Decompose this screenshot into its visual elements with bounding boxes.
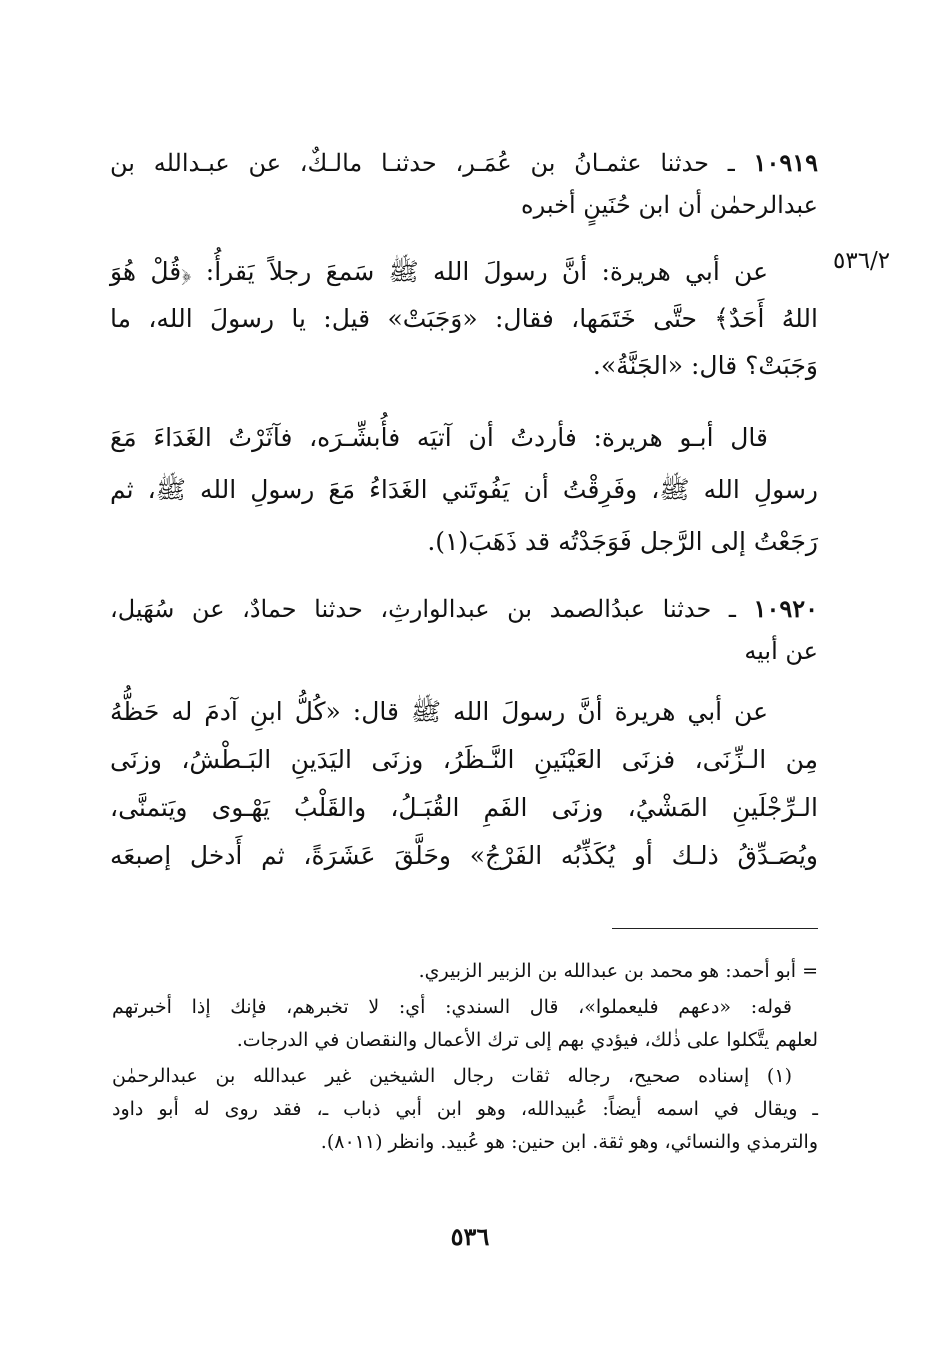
isnad-text: ـ حدثنا عثمـانُ بن عُمَـر، حدثنـا مالـكٌ، عن عبـدالله بن [110,149,735,177]
footnote-continuation: = أبو أحمد: هو محمد بن عبدالله بن الزبير الزبيري. [418,960,818,982]
footnote-1-line: ـ ويقال في اسمه أيضاً: عُبيدالله، وهو ابن أبي ذباب ـ، فقد روى له أبو داود [112,1098,818,1120]
comment-line: رسولِ الله ﷺ، وفَرِقْتُ أن يَفُوتَني الغَدَاءُ مَعَ رسولِ الله ﷺ، ثم [110,475,818,504]
isnad-line: عن أبيه [744,637,818,665]
footnote-line: لعلهم يتَّكلوا على ذٰلك، فيؤدي بهم إلى ترك الأعمال والنقصان في الدرجات. [236,1029,818,1051]
comment-line: رَجَعْتُ إلى الرَّجل فَوَجَدْتُه قد ذَهَبَ(١). [427,527,818,556]
footnotes [112,955,818,1159]
matn-line: اللهُ أَحَدٌ﴾ حتَّى خَتَمَها، فقال: «وَجَبَتْ» قيل: يا رسولَ الله، ما [110,304,818,333]
footnote-1-line: والترمذي والنسائي، وهو ثقة. ابن حنين: هو عُبيد. وانظر (٨٠١١). [320,1131,818,1153]
isnad-line: عبدالرحمٰن أن ابن حُنَينٍ أخبره [521,191,818,219]
page-number: ٥٣٦ [450,1222,490,1251]
hadith-10919-matn [110,248,818,389]
hadith-number: ١٠٩١٩ [753,148,818,177]
hadith-10920-matn [110,688,818,880]
abu-hurayra-comment [110,412,818,568]
hadith-10919-isnad [110,142,818,226]
comment-line: قال أبـو هريرة: فأردتُ أن آتيَه فأُبشِّـرَه، فآثَرْتُ الغَدَاءَ مَعَ [110,423,768,452]
matn-line: ويُصَـدِّقُ ذلـك أو يُكَذِّبُه الفَرْجُ» وحَلَّقَ عَشَرَةً، ثم أَدخل إصبعَه [110,841,818,870]
margin-reference: ٥٣٦/٢ [833,248,891,274]
matn-line: مِن الـزِّنَى، فزنَى العَيْنَينِ النَّـظَرُ، وزنَى اليَدَينِ البَـطْشُ، وزنَى [110,745,818,774]
footnote-line: قوله: «دعهم فليعملوا»، قال السندي: أي: لا تخبرهم، فإنك إذا أخبرتهم [112,996,792,1018]
matn-line: عن أبي هريرة: أنَّ رسولَ الله ﷺ سَمعَ رجلاً يَقرأُ: ﴿قُلْ هُوَ [110,257,768,286]
matn-line: عن أبي هريرة أنَّ رسولَ الله ﷺ قال: «كُلُّ ابنِ آدمَ له حَظُّهُ [110,697,768,726]
matn-line: الـرِّجْلَينِ المَشْيُ، وزنَى الفَمِ القُبَـلُ، والقَلْبُ يَهْـوى ويَتمنَّى، [110,793,818,822]
isnad-line [110,142,818,184]
matn-line: وَجَبَتْ؟ قال: «الجَنَّةُ». [592,351,818,380]
isnad-line [110,588,818,630]
footnote-1-line: (١) إسناده صحيح، رجاله ثقات رجال الشيخين غير عبدالله بن عبدالرحمٰن [112,1065,792,1087]
footnote-separator [612,928,818,929]
isnad-text: ـ حدثنا عبدُالصمد بن عبدالوارثِ، حدثنا حمادٌ، عن سُهَيل، [110,595,736,623]
hadith-number: ١٠٩٢٠ [753,594,818,623]
hadith-10920-isnad [110,588,818,672]
